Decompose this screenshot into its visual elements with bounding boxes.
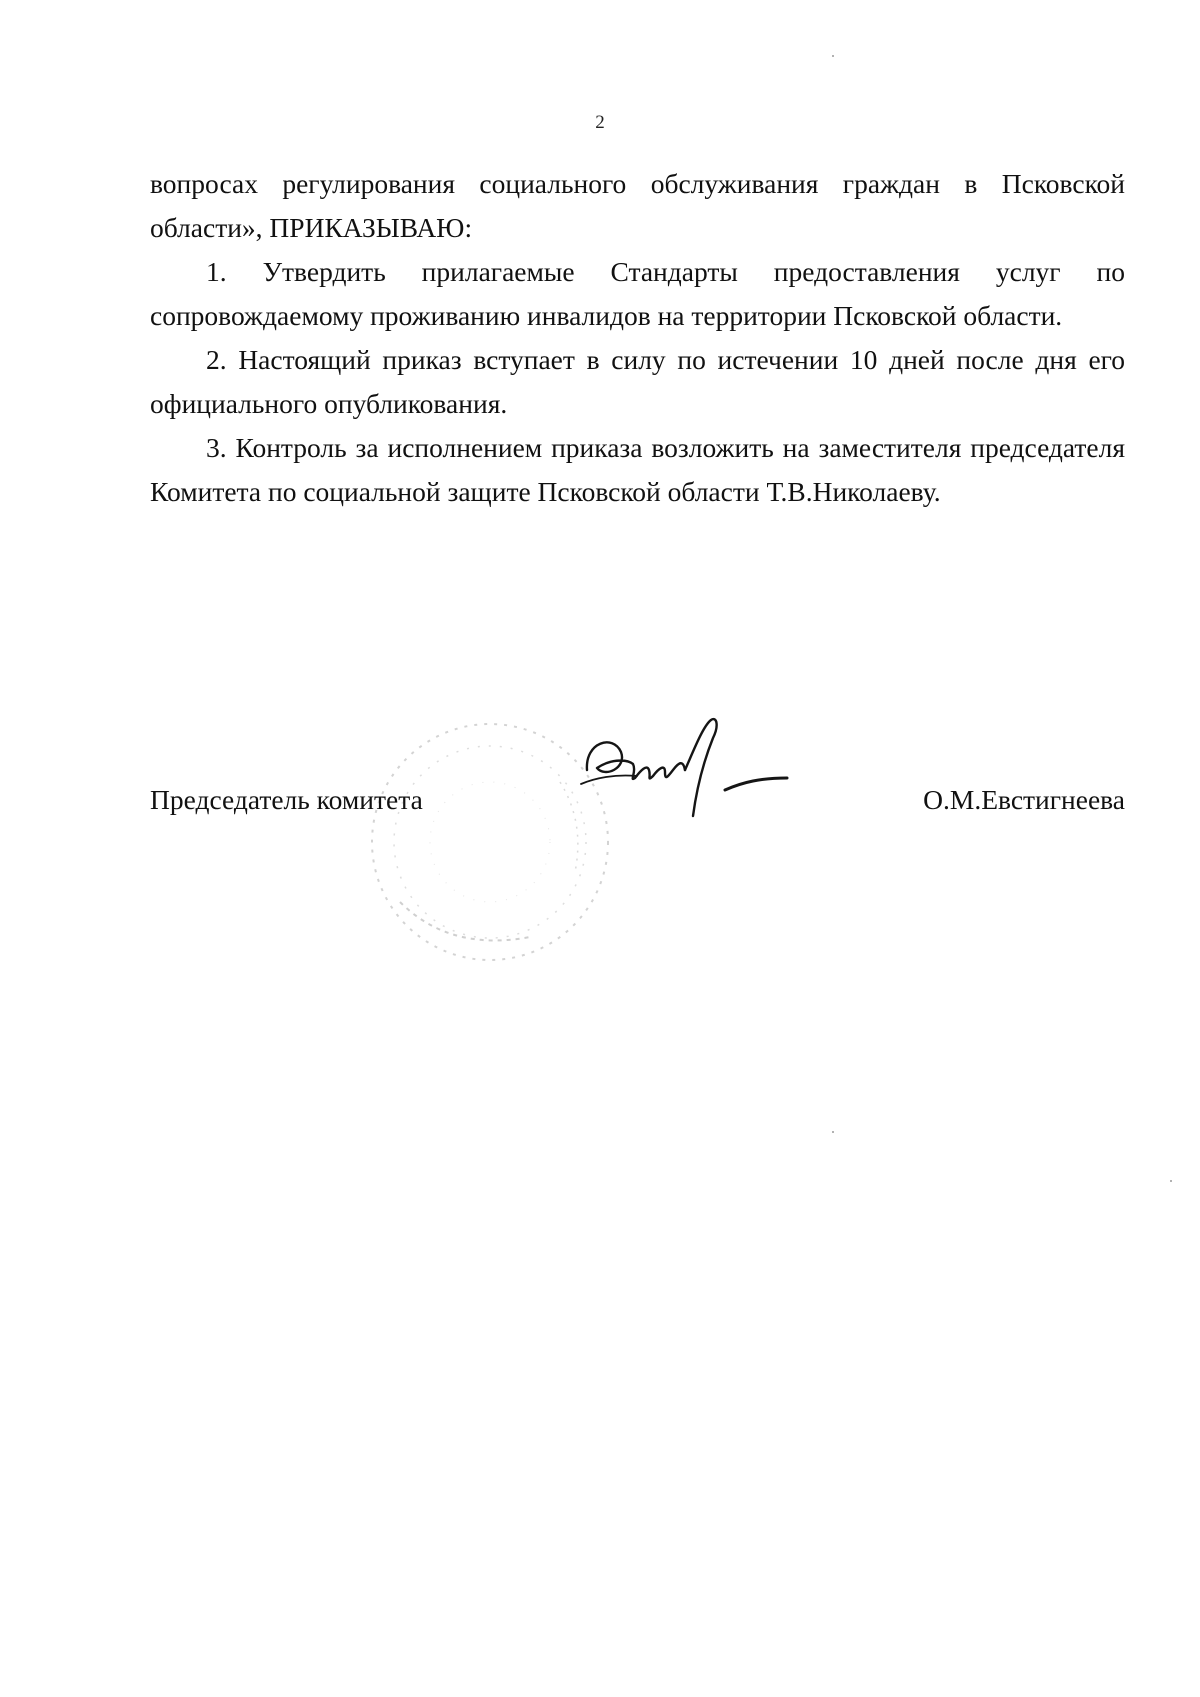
paragraph-item-1: 1. Утвердить прилагаемые Стандарты предоставления услуг по сопровождаемому проживанию инвалидов на территории Псковской области. <box>150 256 1125 331</box>
scan-speck <box>832 55 834 57</box>
scan-speck <box>832 1131 834 1133</box>
signatory-position: Председатель комитета <box>150 784 423 815</box>
paragraph-item-3: 3. Контроль за исполнением приказа возложить на заместителя председателя Комитета по социальной защите Псковской области Т.В.Николаеву. <box>150 432 1125 507</box>
paragraph-item-2: 2. Настоящий приказ вступает в силу по истечении 10 дней после дня его официального опубликования. <box>150 344 1125 419</box>
handwritten-signature <box>575 712 795 842</box>
signatory-name: О.М.Евстигнеева <box>923 784 1125 815</box>
signature-block <box>150 778 1125 822</box>
scan-speck <box>1170 1180 1172 1182</box>
paragraph-preamble-continuation: вопросах регулирования социального обслуживания граждан в Псковской области», ПРИКАЗЫВАЮ: <box>150 168 1125 243</box>
page-number: 2 <box>595 112 605 133</box>
document-body <box>150 162 1125 514</box>
